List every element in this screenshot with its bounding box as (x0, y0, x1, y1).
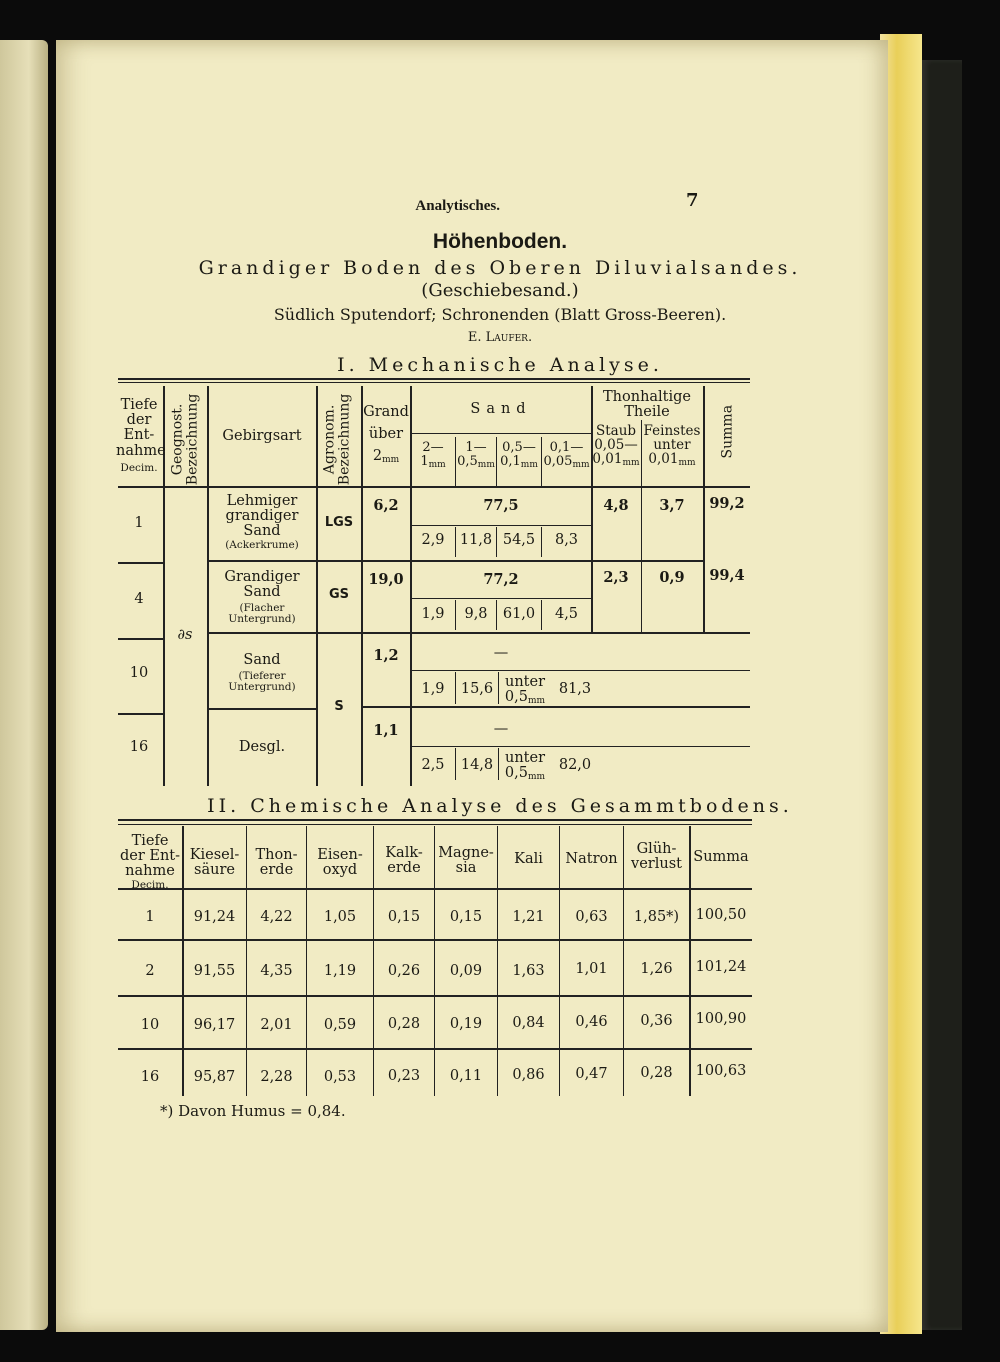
mech-staub-4: 2,3 (603, 569, 629, 586)
chem-cell: 0,53 (323, 1069, 357, 1085)
chem-depth-16: 16 (140, 1069, 160, 1085)
mech-sand-10-1: 1,9 (421, 681, 445, 697)
mech-sand-total-1: 77,5 (483, 497, 519, 514)
header-summa: Summa (719, 404, 736, 459)
chem-cell: 0,11 (449, 1068, 483, 1084)
chem-cell: 0,84 (512, 1015, 545, 1031)
mech-agronom-10-16: S (334, 699, 344, 714)
chem-cell: 100,90 (695, 1011, 747, 1027)
mech-gebirgsart-4: Grandiger Sand (Flacher Untergrund) (224, 569, 300, 626)
header-sand: Sand (470, 401, 532, 417)
mech-sand-10-3: unter $0,5^{mm}$ (504, 674, 546, 706)
chem-cell: 101,24 (695, 959, 747, 975)
section-mechanical-title: I. Mechanische Analyse. (337, 354, 663, 376)
mech-sand-1-4: 8,3 (554, 532, 579, 548)
chem-cell: 96,17 (193, 1017, 236, 1033)
chem-cell: 0,19 (449, 1016, 483, 1032)
mech-sand-10-4: 81,3 (558, 681, 592, 697)
mech-sand-10-2: 15,6 (460, 681, 494, 697)
mech-depth-4: 4 (134, 591, 144, 607)
mech-sand-1-2: 11,8 (459, 532, 493, 548)
header-sand-col-1: 2— $1^{mm}$ (420, 440, 446, 470)
chem-header-gluehverlust: Glüh- verlust (631, 841, 682, 873)
chem-cell: 0,28 (640, 1065, 673, 1081)
chem-header-natron: Natron (565, 851, 618, 867)
chem-cell: 1,21 (512, 909, 545, 925)
mech-sand-total-16: — (493, 721, 509, 737)
chem-header-kalkerde: Kalk- erde (385, 845, 423, 877)
chem-cell: 0,26 (387, 963, 421, 979)
chem-cell: 1,01 (575, 961, 608, 977)
subtitle: Grandiger Boden des Oberen Diluvialsandes. (198, 257, 802, 279)
header-agronom: Agronom. Bezeichnung (321, 393, 353, 486)
chem-cell: 0,59 (323, 1017, 357, 1033)
mech-feinstes-4: 0,9 (659, 569, 685, 586)
page-title: Höhenboden. (432, 230, 568, 253)
header-grand: Grand über $2^{mm}$ (363, 404, 409, 465)
mech-sand-4-4: 4,5 (554, 606, 579, 622)
chem-header-magnesia: Magne- sia (438, 845, 494, 877)
chem-cell: 1,63 (512, 963, 545, 979)
chem-cell: 1,85*) (633, 909, 680, 925)
header-feinstes: Feinstes unter $0,01^{mm}$ (643, 423, 701, 469)
chem-cell: 1,26 (640, 961, 673, 977)
mech-feinstes-1: 3,7 (659, 497, 685, 514)
geognost-symbol: ∂s (177, 627, 193, 643)
mech-sand-1-3: 54,5 (502, 532, 536, 548)
chem-cell: 0,15 (387, 909, 421, 925)
chem-cell: 2,28 (260, 1069, 293, 1085)
mech-sand-16-2: 14,8 (460, 757, 494, 773)
chem-cell: 0,09 (449, 963, 483, 979)
mech-sand-4-2: 9,8 (464, 606, 488, 622)
chem-depth-1: 1 (145, 909, 155, 925)
header-staub: Staub 0,05— $0,01^{mm}$ (592, 423, 640, 469)
chem-cell: 100,63 (695, 1063, 747, 1079)
section-chemical-title: II. Chemische Analyse des Gesammtbodens. (207, 795, 793, 817)
chem-cell: 91,24 (193, 909, 236, 925)
mech-agronom-4: GS (328, 587, 350, 602)
chem-cell: 4,22 (260, 909, 293, 925)
mech-agronom-1: LGS (324, 515, 354, 530)
chem-cell: 0,36 (640, 1013, 673, 1029)
mech-grand-10: 1,2 (373, 647, 399, 664)
mech-sand-16-1: 2,5 (421, 757, 445, 773)
chem-header-kieselsaeure: Kiesel- säure (189, 847, 240, 879)
header-tiefe: Tiefe der Ent- nahme Decim. (116, 397, 166, 474)
mech-gebirgsart-10: Sand (Tieferer Untergrund) (228, 652, 296, 694)
mech-depth-1: 1 (134, 515, 144, 531)
mech-summa-1: 99,2 (709, 495, 745, 512)
mech-sand-4-3: 61,0 (502, 606, 536, 622)
chem-cell: 2,01 (260, 1017, 293, 1033)
chem-cell: 91,55 (193, 963, 236, 979)
chem-header-eisenoxyd: Eisen- oxyd (317, 847, 363, 879)
mech-gebirgsart-16: Desgl. (238, 739, 286, 755)
chem-header-thonerde: Thon- erde (255, 847, 298, 879)
header-sand-col-2: 1— $0,5^{mm}$ (457, 440, 495, 470)
mech-summa-4: 99,4 (709, 567, 745, 584)
mech-depth-16: 16 (129, 739, 149, 755)
header-thonhaltige: Thonhaltige Theile (602, 389, 692, 421)
mech-depth-10: 10 (129, 665, 149, 681)
chem-cell: 1,05 (323, 909, 357, 925)
page-number: 7 (686, 190, 699, 211)
chem-header-tiefe: Tiefe der Ent- nahme Decim. (119, 833, 181, 891)
chem-cell: 0,63 (575, 909, 608, 925)
mech-staub-1: 4,8 (603, 497, 629, 514)
mech-gebirgsart-1: Lehmiger grandiger Sand (Ackerkrume) (225, 493, 299, 551)
chem-cell: 1,19 (323, 963, 357, 979)
chem-header-kali: Kali (514, 851, 543, 867)
mech-grand-16: 1,1 (373, 722, 399, 739)
mech-grand-4: 19,0 (368, 571, 404, 588)
mech-grand-1: 6,2 (373, 497, 399, 514)
chem-cell: 0,86 (512, 1067, 545, 1083)
header-gebirgsart: Gebirgsart (222, 428, 302, 444)
chem-cell: 100,50 (695, 907, 747, 923)
author: E. Laufer. (467, 330, 533, 345)
mech-sand-1-1: 2,9 (421, 532, 445, 548)
chem-cell: 4,35 (260, 963, 293, 979)
mech-sand-16-4: 82,0 (558, 757, 592, 773)
location: Südlich Sputendorf; Schronenden (Blatt Gross-Beeren). (273, 305, 727, 324)
chem-cell: 0,47 (575, 1066, 608, 1082)
chem-depth-2: 2 (145, 963, 155, 979)
mech-sand-total-4: 77,2 (483, 571, 519, 588)
chem-cell: 0,46 (575, 1014, 608, 1030)
chem-header-summa: Summa (693, 849, 749, 865)
chem-cell: 95,87 (193, 1069, 236, 1085)
mech-sand-4-1: 1,9 (421, 606, 445, 622)
header-geognost: Geognost. Bezeichnung (169, 393, 201, 486)
subtitle-parenthetical: (Geschiebesand.) (421, 280, 579, 301)
chem-depth-10: 10 (140, 1017, 160, 1033)
header-sand-col-4: 0,1— $0,05^{mm}$ (543, 440, 590, 470)
running-head: Analytisches. (415, 198, 500, 214)
chem-cell: 0,28 (387, 1016, 421, 1032)
mech-sand-total-10: — (493, 645, 509, 661)
chem-cell: 0,23 (387, 1068, 421, 1084)
header-sand-col-3: 0,5— $0,1^{mm}$ (500, 440, 538, 470)
mech-sand-16-3: unter $0,5^{mm}$ (504, 750, 546, 782)
chem-cell: 0,15 (449, 909, 483, 925)
footnote: *) Davon Humus = 0,84. (160, 1102, 346, 1120)
